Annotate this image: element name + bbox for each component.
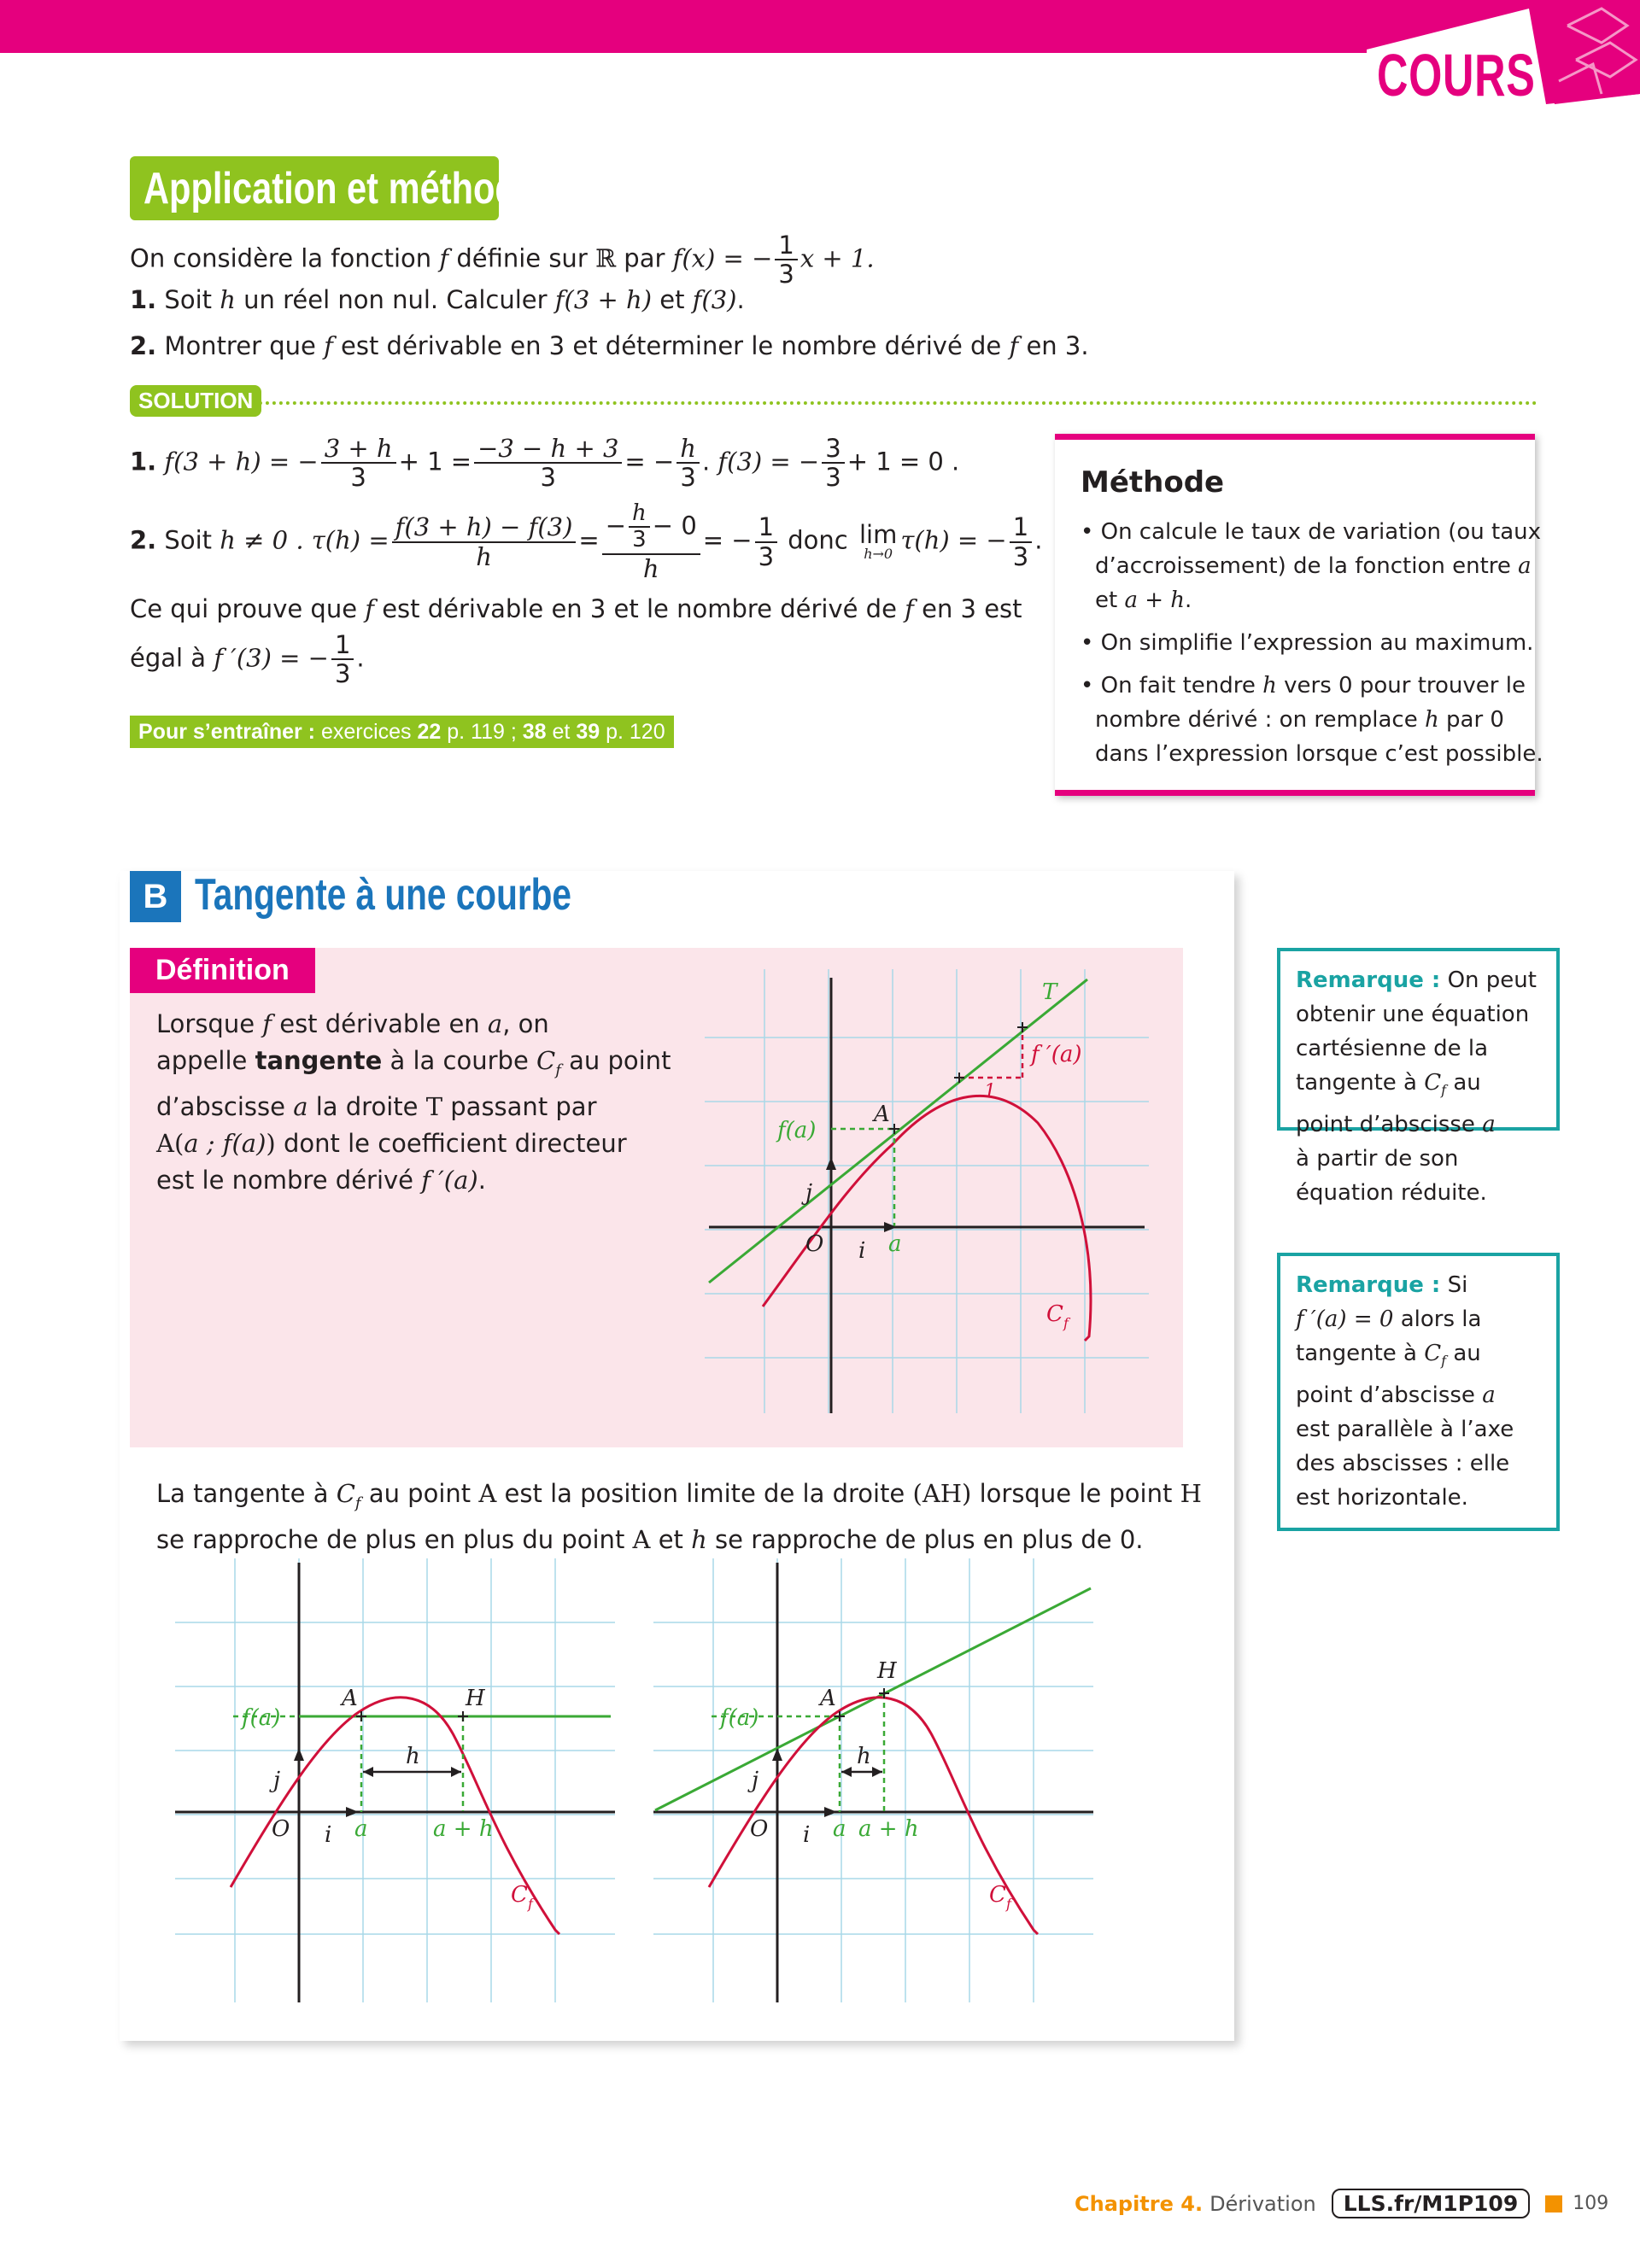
footer-chapter: Chapitre 4.	[1075, 2191, 1204, 2216]
remarque-box-1: Remarque : On peut obtenir une équation cartésienne de la tangente à $C_f$ au point d’abscisse a à partir de son équation réduite.	[1277, 948, 1560, 1131]
a-label: a	[888, 1231, 902, 1257]
svg-text:h: h	[406, 1744, 420, 1769]
section-tag: COURS	[1377, 42, 1536, 108]
footer-chapter-title: Dérivation	[1210, 2191, 1316, 2216]
secant-graph-1	[175, 1558, 619, 2002]
footer	[1075, 2189, 1608, 2218]
fprime-label: f ′(a)	[1031, 1042, 1082, 1067]
grid	[705, 969, 1149, 1413]
tangent-graph	[705, 969, 1149, 1422]
svg-text:a: a	[833, 1816, 846, 1842]
methode-bullet-1: • On calcule le taux de variation (ou taux d’accroissement) de la fonction entre a et a + h.	[1081, 519, 1542, 613]
svg-text:O: O	[750, 1816, 769, 1842]
header-band	[0, 0, 1367, 53]
application-title: Application et méthode	[130, 156, 499, 220]
secant-graph-2	[653, 1558, 1098, 2002]
svg-text:f: f	[1063, 1315, 1069, 1331]
j-vector-label: j	[805, 1180, 813, 1206]
svg-text:A: A	[820, 1686, 836, 1711]
curve-label: C	[1046, 1301, 1063, 1327]
solution-2: 2. Soit h ≠ 0 . τ(h) = $\frac{f(3 + h) - f(3)}{h}$ = − $\frac{h}{3}$ − 0 h = − $\frac{1}{3}$ donc lim h→0 τ(h) = − $\frac{1}{3}$ .	[130, 500, 1043, 583]
solution-4: égal à f ′(3) = − $\frac{1}{3}$ .	[130, 630, 365, 689]
statement-line: On considère la fonction f définie sur ℝ par f(x) = − $\frac{1}{3}$ x + 1.	[130, 231, 875, 289]
tangent-label: T	[1042, 979, 1057, 1005]
definition-label: Définition	[130, 948, 315, 993]
svg-text:a: a	[354, 1816, 368, 1842]
svg-text:f: f	[528, 1896, 533, 1912]
svg-text:O: O	[272, 1816, 290, 1842]
svg-text:A: A	[342, 1686, 358, 1711]
svg-text:a + h: a + h	[858, 1816, 919, 1842]
section-b-letter: B	[130, 871, 181, 922]
practice-link[interactable]: Pour s’entraîner : exercices 22 p. 119 ; 38 et 39 p. 120	[130, 716, 674, 748]
solution-label: SOLUTION	[130, 385, 261, 417]
footer-link[interactable]: LLS.fr/M1P109	[1332, 2189, 1530, 2218]
solution-3: Ce qui prouve que f est dérivable en 3 et le nombre dérivé de f en 3 est	[130, 594, 1022, 623]
svg-text:f: f	[1006, 1896, 1011, 1912]
solution-1: 1. f(3 + h) = − $\frac{3 + h}{3}$ + 1 = $\frac{-3 - h + 3}{3}$ = − $\frac{h}{3}$ . f(3) = − $\frac{3}{3}$ + 1 = 0 .	[130, 434, 960, 493]
fraction: $\frac{1}{3}$	[775, 232, 797, 288]
svg-text:j: j	[273, 1768, 281, 1793]
svg-text:i: i	[803, 1822, 811, 1848]
secant-line	[655, 1588, 1091, 1810]
svg-text:H: H	[466, 1686, 485, 1711]
methode-title: Méthode	[1081, 465, 1225, 500]
fa-label: f(a)	[777, 1118, 817, 1143]
svg-text:f(a): f(a)	[720, 1705, 759, 1731]
i-vector-label: i	[858, 1238, 866, 1264]
point-a-label: A	[874, 1102, 890, 1127]
svg-text:i: i	[325, 1822, 332, 1848]
svg-text:C: C	[989, 1882, 1006, 1908]
methode-bullet-2: • On simplifie l’expression au maximum.	[1081, 630, 1534, 656]
question-2: 2. Montrer que f est dérivable en 3 et déterminer le nombre dérivé de f en 3.	[130, 331, 1089, 360]
question-1: 1. Soit h un réel non nul. Calculer f(3 + h) et f(3).	[130, 285, 745, 314]
definition-text: Lorsque f est dérivable en a, on appelle tangente à la courbe $C_f$ au point d’abscisse a la droite T passant par A(a ; f(a)) dont le coefficient directeur est le nombre dérivé f ′(a).	[156, 1009, 671, 1195]
origin-label: O	[805, 1231, 824, 1257]
svg-text:h: h	[857, 1744, 871, 1769]
svg-text:C: C	[511, 1882, 528, 1908]
svg-text:H: H	[877, 1658, 897, 1684]
methode-bullet-3: • On fait tendre h vers 0 pour trouver le nombre dérivé : on remplace h par 0 dans l’expression lorsque c’est possible.	[1081, 673, 1543, 767]
svg-text:f(a): f(a)	[242, 1705, 281, 1731]
section-b-title: Tangente à une courbe	[195, 870, 571, 920]
solution-divider	[252, 401, 1538, 405]
methode-box	[1055, 434, 1543, 796]
footer-square-icon	[1545, 2195, 1562, 2212]
page-number: 109	[1573, 2193, 1609, 2214]
svg-text:j: j	[752, 1768, 759, 1793]
unit-label: 1	[984, 1081, 996, 1102]
limit-text: La tangente à $C_f$ au point A est la position limite de la droite (AH) lorsque le point H se rapproche de plus en plus du point A et h se rapproche de plus en plus de 0.	[156, 1479, 1202, 1554]
svg-text:a + h: a + h	[433, 1816, 494, 1842]
remarque-box-2: Remarque : Si f ′(a) = 0 alors la tangente à $C_f$ au point d’abscisse a est parallèle à l’axe des abscisses : elle est horizontale.	[1277, 1253, 1560, 1531]
